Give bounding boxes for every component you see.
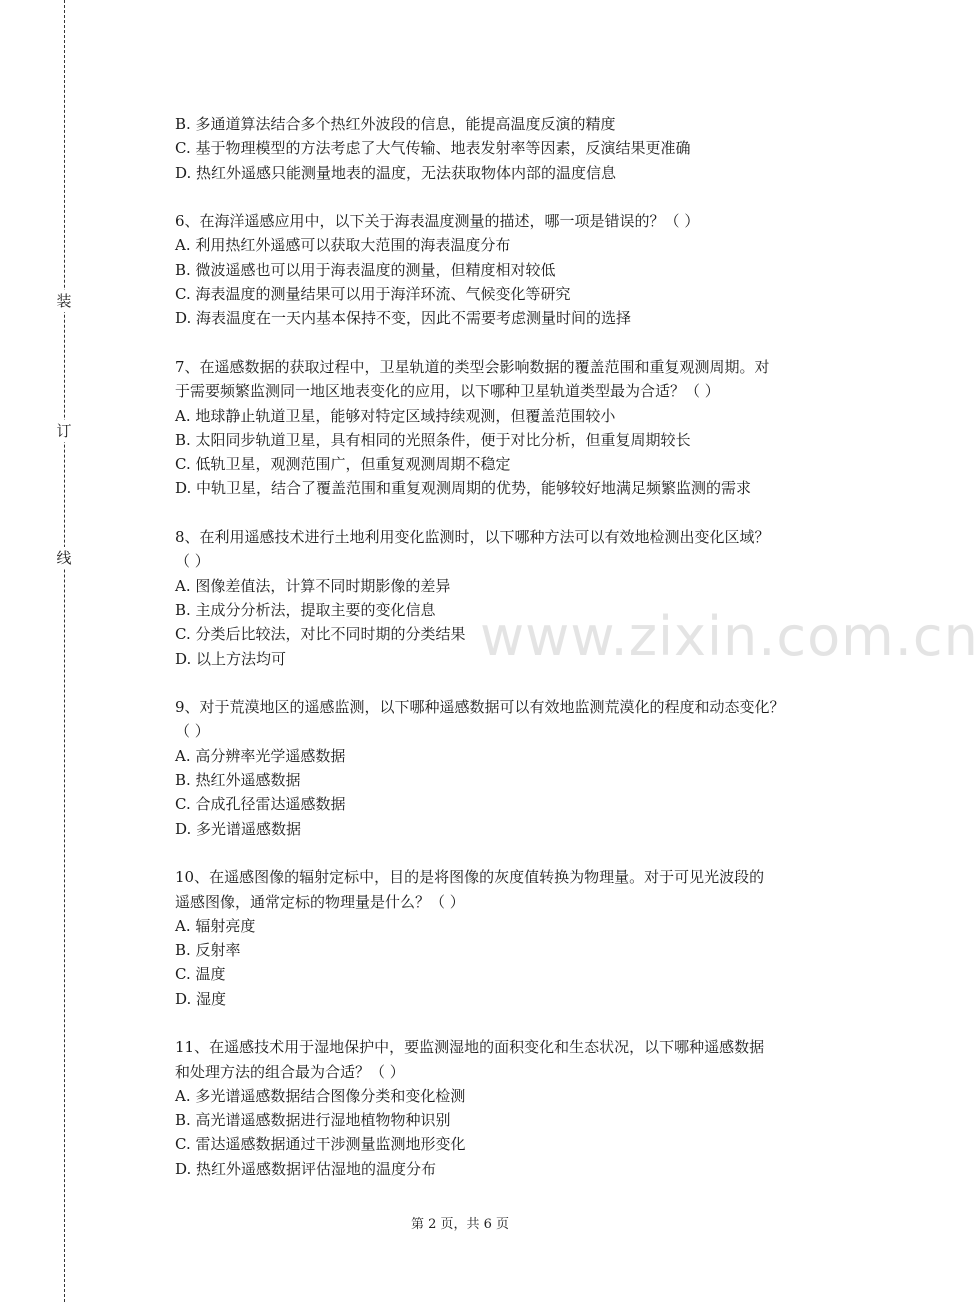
question-stem: （ ） <box>175 722 210 741</box>
question-stem: 6、在海洋遥感应用中，以下关于海表温度测量的描述，哪一项是错误的？（ ） <box>175 212 700 231</box>
option-line: A. 高分辨率光学遥感数据 <box>175 746 346 765</box>
option-line: D. 热红外遥感只能测量地表的温度，无法获取物体内部的温度信息 <box>175 163 617 182</box>
question-10 <box>175 865 815 1011</box>
question-stem: 8、在利用遥感技术进行土地利用变化监测时，以下哪种方法可以有效地检测出变化区域？ <box>175 528 770 547</box>
option-line: B. 多通道算法结合多个热红外波段的信息，能提高温度反演的精度 <box>175 115 616 133</box>
option-line: D. 湿度 <box>175 989 227 1008</box>
option-line: B. 热红外遥感数据 <box>175 771 301 790</box>
option-line: A. 多光谱遥感数据结合图像分类和变化检测 <box>175 1086 466 1105</box>
question-stem: （ ） <box>175 552 210 571</box>
option-line: A. 图像差值法，计算不同时期影像的差异 <box>175 576 451 595</box>
question-stem: 7、在遥感数据的获取过程中，卫星轨道的类型会影响数据的覆盖范围和重复观测周期。对 <box>175 357 770 376</box>
option-line: A. 辐射亮度 <box>175 916 256 935</box>
option-line: C. 温度 <box>175 965 226 984</box>
option-line: A. 地球静止轨道卫星，能够对特定区域持续观测，但覆盖范围较小 <box>175 406 616 425</box>
option-line: D. 中轨卫星，结合了覆盖范围和重复观测周期的优势，能够较好地满足频繁监测的需求 <box>175 479 752 498</box>
question-8 <box>175 525 815 671</box>
option-line: B. 高光谱遥感数据进行湿地植物物种识别 <box>175 1111 451 1130</box>
option-line: D. 热红外遥感数据评估湿地的温度分布 <box>175 1159 437 1178</box>
question-11 <box>175 1035 815 1181</box>
option-line: B. 反射率 <box>175 941 241 960</box>
question-stem: 遥感图像，通常定标的物理量是什么？（ ） <box>175 892 465 911</box>
question-6 <box>175 209 815 330</box>
question-stem: 于需要频繁监测同一地区地表变化的应用，以下哪种卫星轨道类型最为合适？（ ） <box>175 382 720 401</box>
binding-char-ding: 订 <box>56 422 72 440</box>
option-line: C. 海表温度的测量结果可以用于海洋环流、气候变化等研究 <box>175 285 571 304</box>
option-line: D. 海表温度在一天内基本保持不变，因此不需要考虑测量时间的选择 <box>175 309 632 328</box>
question-7 <box>175 355 815 501</box>
option-line: B. 太阳同步轨道卫星，具有相同的光照条件，便于对比分析，但重复周期较长 <box>175 430 691 449</box>
question-content <box>175 112 815 1181</box>
binding-char-zhuang: 装 <box>56 292 72 310</box>
binding-char-xian: 线 <box>56 549 72 567</box>
question-stem: 10、在遥感图像的辐射定标中，目的是将图像的灰度值转换为物理量。对于可见光波段的 <box>175 868 765 887</box>
option-line: C. 基于物理模型的方法考虑了大气传输、地表发射率等因素，反演结果更准确 <box>175 139 691 158</box>
option-line: A. 利用热红外遥感可以获取大范围的海表温度分布 <box>175 236 511 255</box>
option-line: B. 主成分分析法，提取主要的变化信息 <box>175 600 436 619</box>
question-stem: 和处理方法的组合最为合适？（ ） <box>175 1062 405 1081</box>
option-line: C. 分类后比较法，对比不同时期的分类结果 <box>175 625 466 644</box>
option-line: D. 以上方法均可 <box>175 649 287 668</box>
option-line: B. 微波遥感也可以用于海表温度的测量，但精度相对较低 <box>175 260 556 279</box>
option-line: C. 雷达遥感数据通过干涉测量监测地形变化 <box>175 1135 466 1154</box>
option-line: C. 低轨卫星，观测范围广，但重复观测周期不稳定 <box>175 455 511 474</box>
page-footer: 第 2 页，共 6 页 <box>410 1217 510 1232</box>
option-line: D. 多光谱遥感数据 <box>175 819 302 838</box>
binding-dashed-line <box>64 0 65 1302</box>
question-stem: 11、在遥感技术用于湿地保护中，要监测湿地的面积变化和生态状况，以下哪种遥感数据 <box>175 1038 765 1057</box>
question-9 <box>175 695 815 841</box>
question-stem: 9、对于荒漠地区的遥感监测，以下哪种遥感数据可以有效地监测荒漠化的程度和动态变化？ <box>175 698 785 717</box>
option-line: C. 合成孔径雷达遥感数据 <box>175 795 346 814</box>
watermark: www.zixin.com.cn <box>480 605 979 668</box>
